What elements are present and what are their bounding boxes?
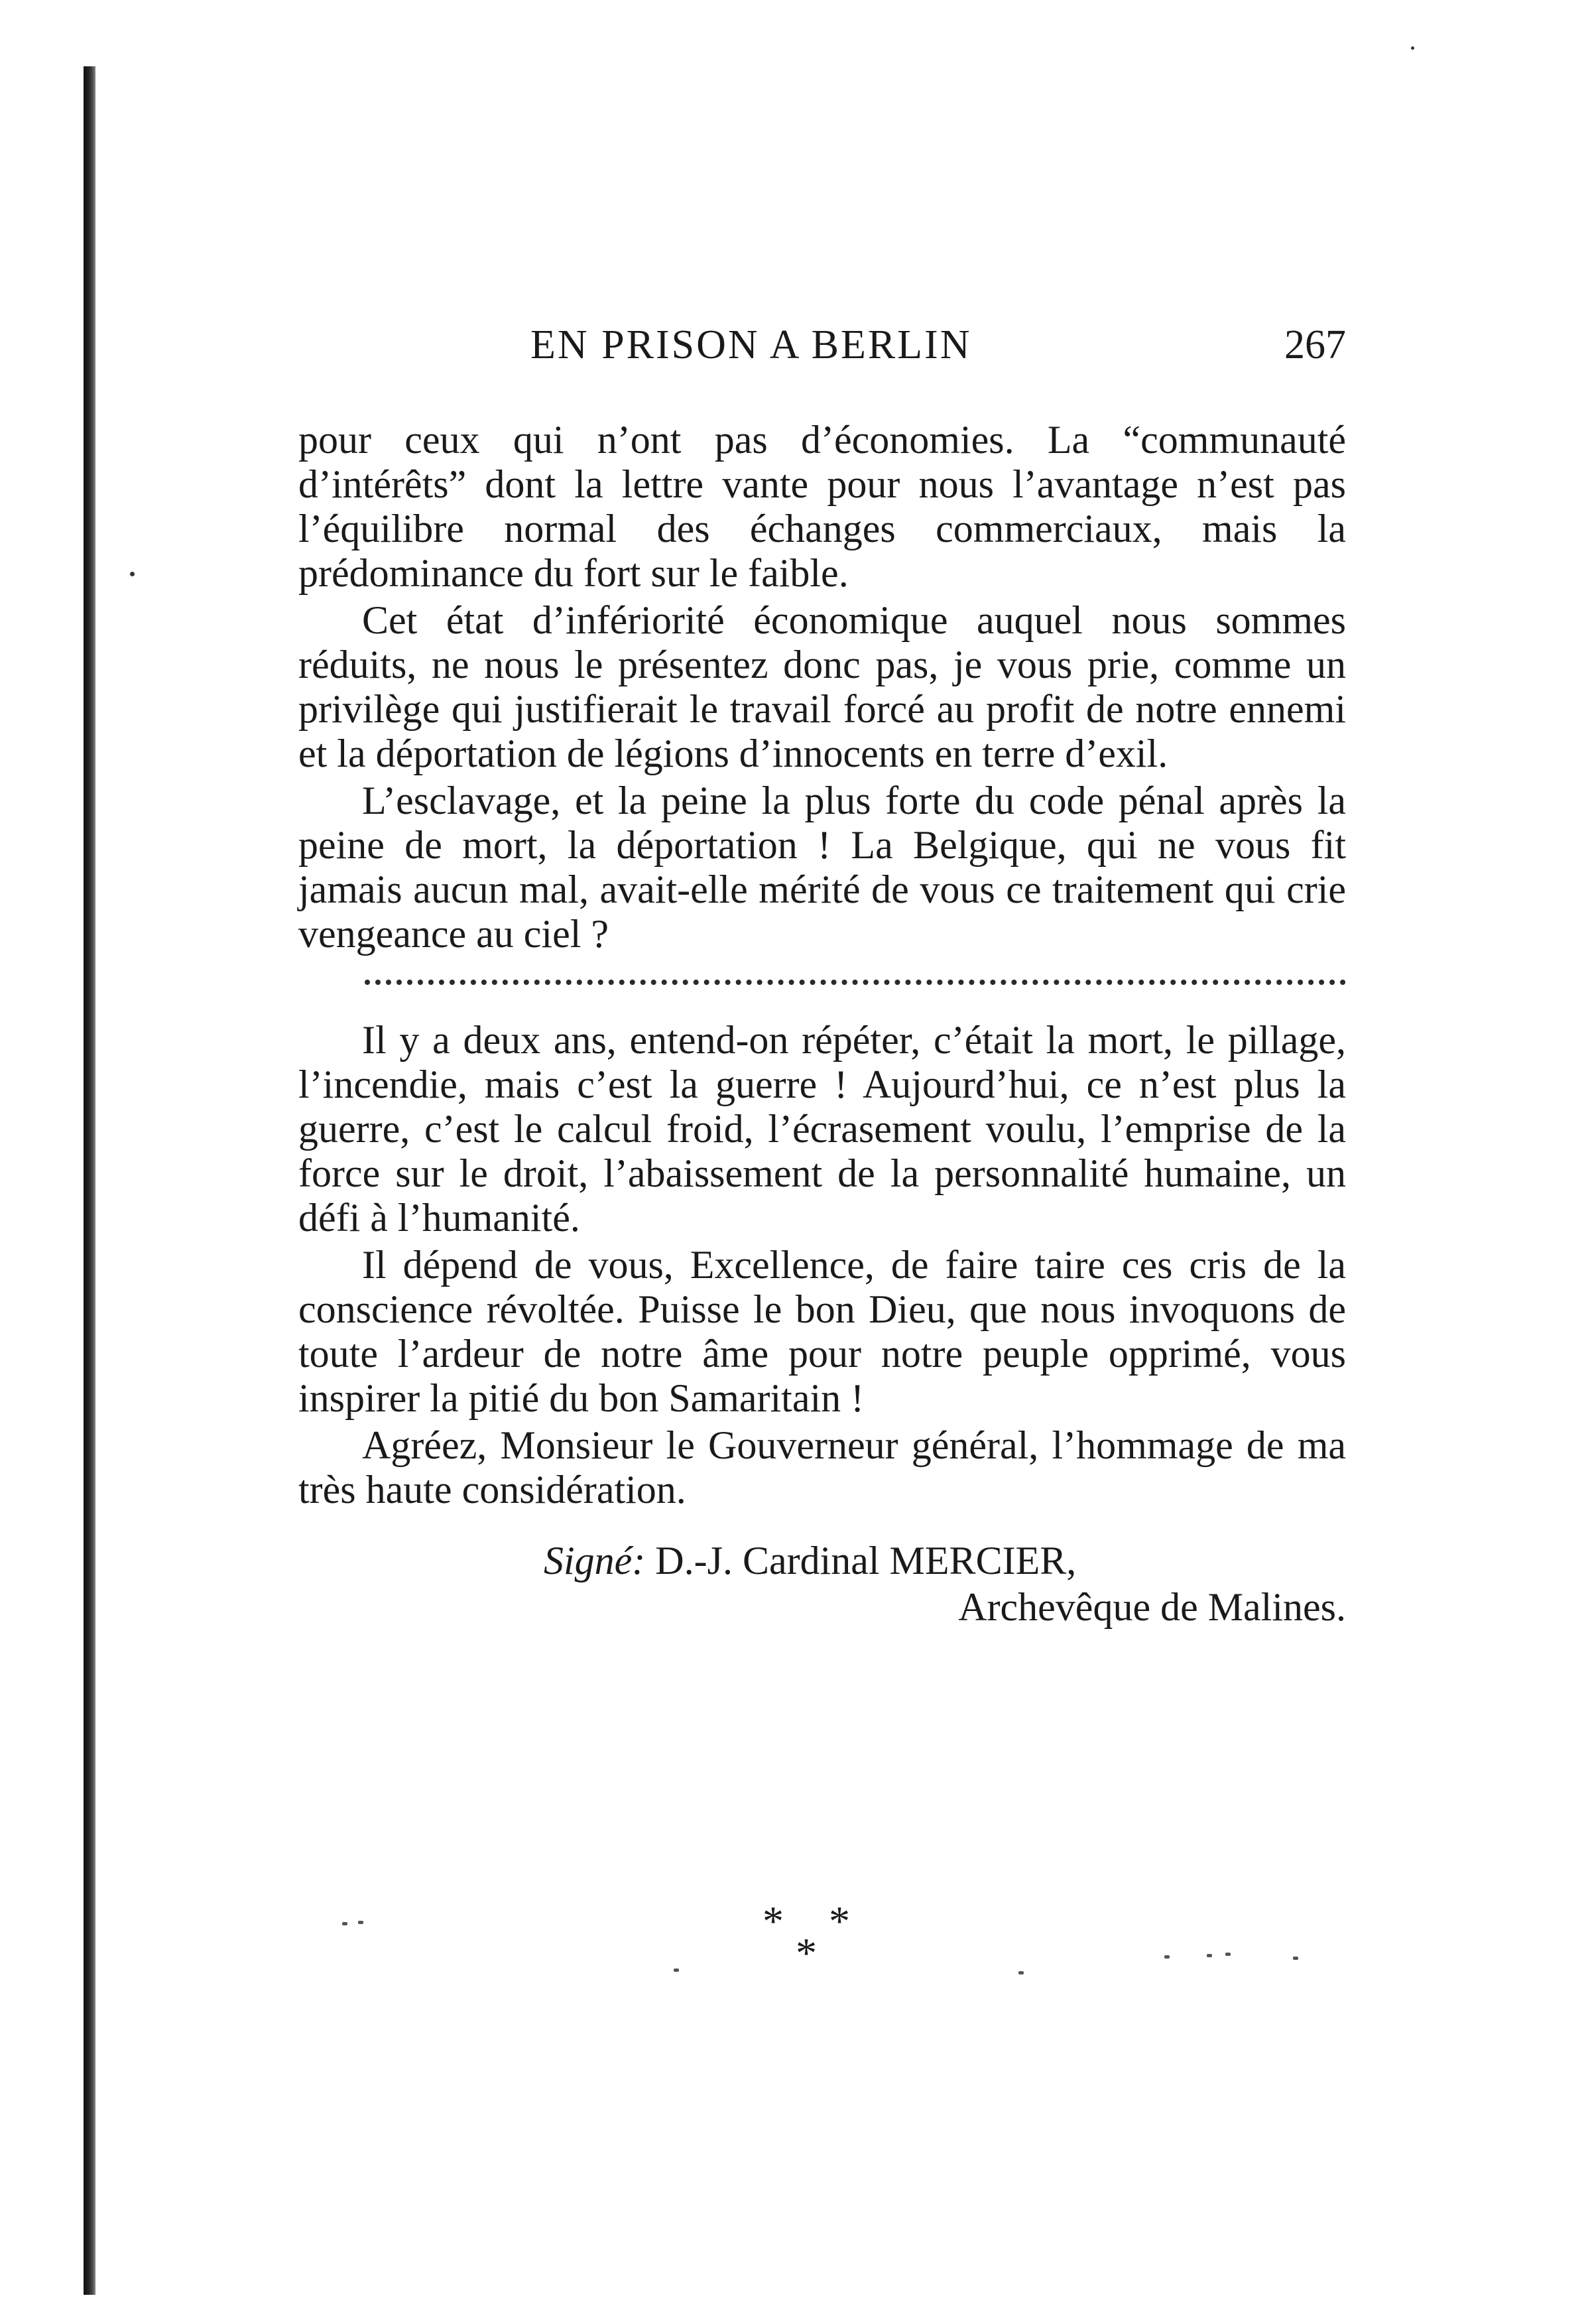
scan-speck — [342, 1922, 347, 1925]
page-binding-edge — [84, 66, 95, 2295]
running-title: EN PRISON A BERLIN — [530, 322, 972, 367]
asterisk-star: * — [796, 1929, 817, 1976]
paragraph: Il y a deux ans, entend-on répéter, c’était la mort, le pillage, l’incendie, mais c’est la guerre ! Aujourd’hui, ce n’est plus la guerre, c’est le calcul froid, l’écrasement voulu, l’emprise de la force sur le droit, l’abaissement de la personnalité humaine, un défi à l’humanité. — [298, 1018, 1346, 1240]
signature-label: Signé: — [544, 1539, 646, 1582]
scan-speck — [358, 1921, 363, 1924]
paragraph: Il dépend de vous, Excellence, de faire taire ces cris de la conscience révoltée. Puisse le bon Dieu, que nous invoquons de toute l’ardeur de notre âme pour notre peuple opprimé, vous inspirer la pitié du bon Samaritain ! — [298, 1243, 1346, 1420]
ellipsis-divider — [365, 940, 1346, 985]
signature-name: D.-J. Cardinal MERCIER, — [655, 1539, 1077, 1582]
scan-speck — [1411, 46, 1414, 50]
scan-speck — [130, 572, 135, 576]
asterism-ornament — [756, 1900, 862, 1980]
paragraph: pour ceux qui n’ont pas d’économies. La “communauté d’intérêts” dont la lettre vante pour nous l’avantage n’est pas l’équilibre normal des échanges commerciaux, mais la prédominance du fort sur le faible. — [298, 418, 1346, 595]
paragraph: Agréez, Monsieur le Gouverneur général, l’hommage de ma très haute considération. — [298, 1423, 1346, 1512]
letter-body — [298, 418, 1346, 1638]
scan-speck — [1018, 1971, 1024, 1974]
paragraph: L’esclavage, et la peine la plus forte du code pénal après la peine de mort, la déportation ! La Belgique, qui ne vous fit jamais aucun mal, avait-elle mérité de vous ce traitement qui crie vengeance au ciel ? — [298, 779, 1346, 956]
running-head — [298, 322, 1346, 375]
scan-speck — [1225, 1953, 1231, 1956]
scan-speck — [1164, 1955, 1170, 1959]
scan-speck — [1207, 1954, 1212, 1957]
page-number: 267 — [1284, 322, 1346, 367]
signature-block — [298, 1539, 1346, 1638]
asterisk-star: * — [763, 1898, 784, 1945]
paragraph: Cet état d’infériorité économique auquel nous sommes réduits, ne nous le présentez donc pas, je vous prie, comme un privilège qui justifierait le travail forcé au profit de notre ennemi et la déportation de légions d’innocents en terre d’exil. — [298, 598, 1346, 775]
scan-speck — [674, 1969, 679, 1972]
signature-title: Archevêque de Malines. — [958, 1585, 1346, 1629]
scan-speck — [1293, 1957, 1298, 1960]
asterisk-star: * — [829, 1898, 850, 1945]
